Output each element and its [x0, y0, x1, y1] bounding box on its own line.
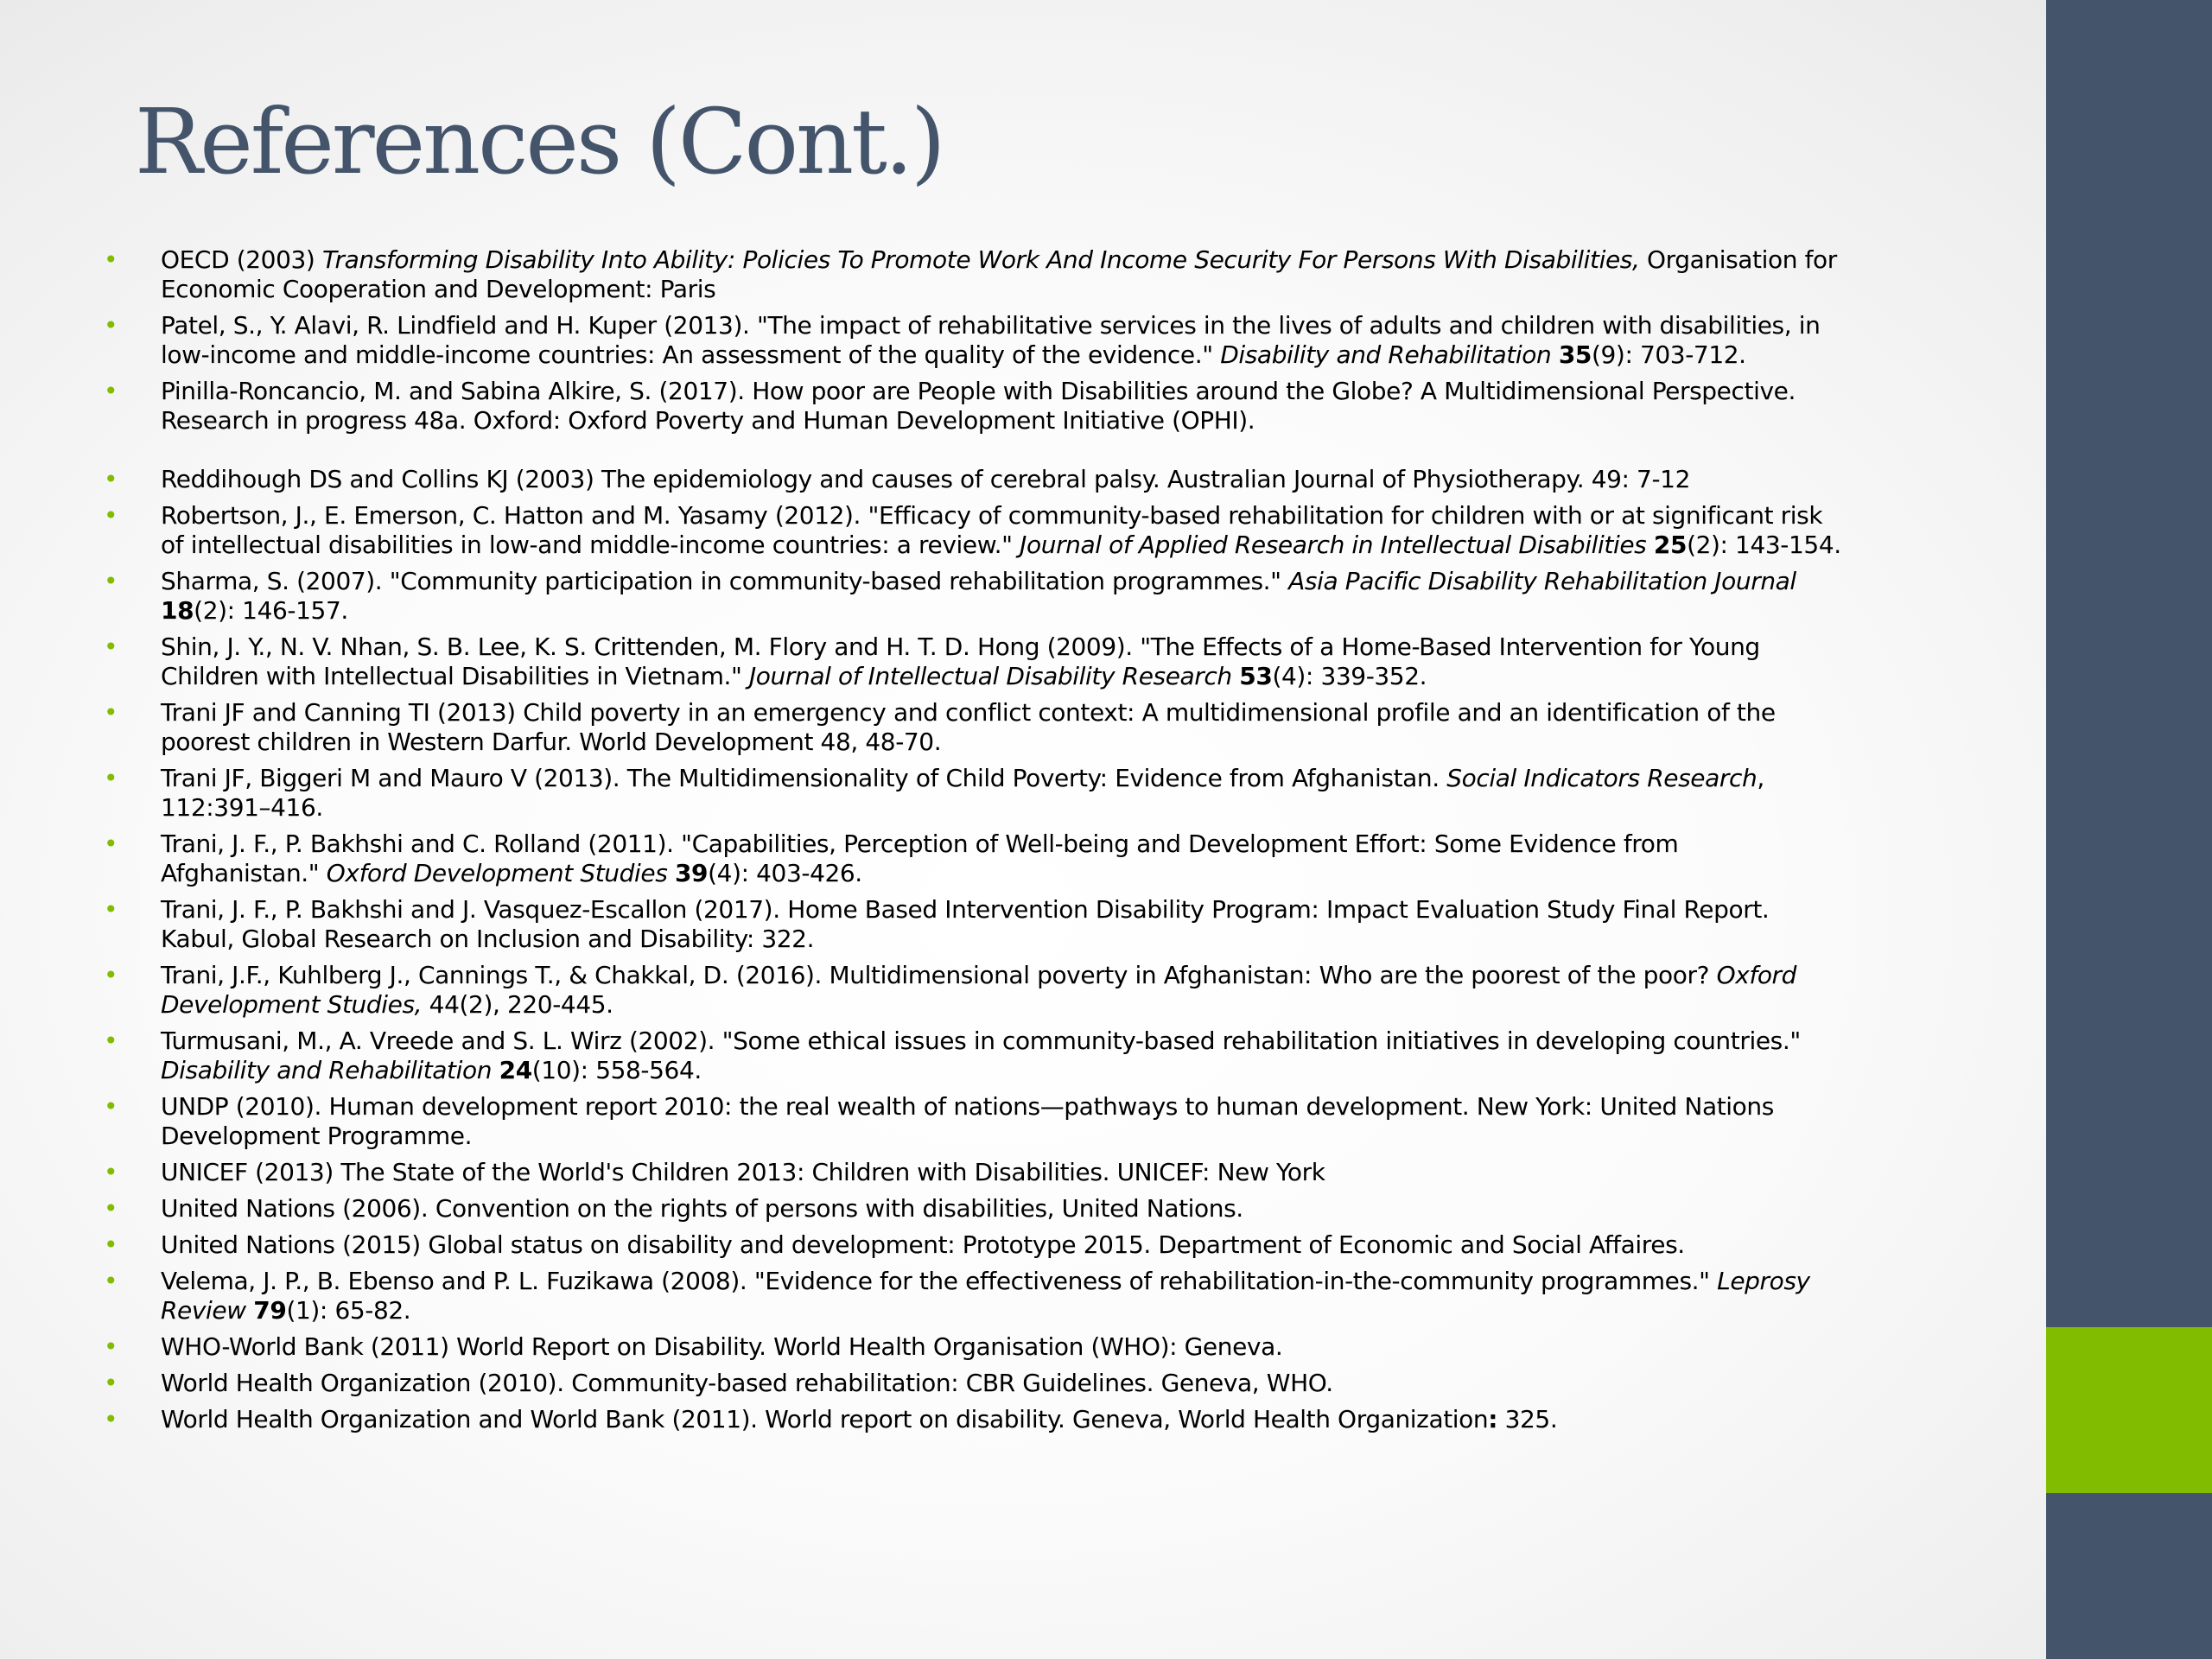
- bullet-dot-icon: •: [103, 1092, 118, 1121]
- reference-item: [102, 377, 1986, 435]
- reference-text: Trani JF, Biggeri M and Mauro V (2013). The Multidimensionality of Child Poverty: Evidence from Afghanistan.: [161, 764, 1447, 792]
- reference-item: [102, 1230, 1986, 1260]
- bullet-dot-icon: •: [103, 567, 118, 595]
- reference-text: [246, 1296, 254, 1325]
- reference-text: Shin, J. Y., N. V. Nhan, S. B. Lee, K. S. Crittenden, M. Flory and H. T. D. Hong (2009). "The Effects of a Home-Based Intervention for Young Children with Intellectual Disabilities in Vietnam.": [161, 632, 1760, 690]
- reference-text: UNICEF (2013) The State of the World's Children 2013: Children with Disabilities. UNICEF: New York: [161, 1158, 1325, 1186]
- bullet-dot-icon: •: [103, 1332, 118, 1361]
- bullet-dot-icon: •: [103, 961, 118, 989]
- bullet-dot-icon: •: [103, 764, 118, 792]
- reference-item: [102, 1027, 1986, 1085]
- reference-volume: 24: [499, 1056, 532, 1084]
- reference-item: [102, 245, 1986, 304]
- reference-text: (1): 65-82.: [286, 1296, 411, 1325]
- reference-text: Turmusani, M., A. Vreede and S. L. Wirz (2002). "Some ethical issues in community-based rehabilitation initiatives in developing countries.": [161, 1027, 1801, 1055]
- reference-item: [102, 1405, 1986, 1434]
- accent-block: [2046, 1327, 2212, 1493]
- reference-text: UNDP (2010). Human development report 2010: the real wealth of nations—pathways to human development. New York: United Nations Development Programme.: [161, 1092, 1774, 1150]
- reference-item: [102, 632, 1986, 691]
- reference-list: [102, 245, 1986, 1441]
- reference-item: [102, 895, 1986, 954]
- reference-item: [102, 311, 1986, 370]
- reference-text: [667, 859, 675, 887]
- bullet-dot-icon: •: [103, 245, 118, 274]
- reference-text: (2): 146-157.: [194, 596, 348, 625]
- reference-text: (4): 339-352.: [1272, 662, 1427, 690]
- reference-text: Robertson, J., E. Emerson, C. Hatton and M. Yasamy (2012). "Efficacy of community-based rehabilitation for children with or at significant risk of intellectual disabilities in low-and middle-income countries: a review.": [161, 501, 1823, 559]
- reference-item: [102, 961, 1986, 1020]
- reference-text: United Nations (2006). Convention on the rights of persons with disabilities, United Nations.: [161, 1194, 1243, 1223]
- reference-text: WHO-World Bank (2011) World Report on Disability. World Health Organisation (WHO): Geneva.: [161, 1332, 1283, 1361]
- reference-source-title: Transforming Disability Into Ability: Policies To Promote Work And Income Security For Persons With Disabilities,: [321, 245, 1640, 274]
- bullet-dot-icon: •: [103, 377, 118, 405]
- bullet-dot-icon: •: [103, 501, 118, 530]
- reference-item: [102, 1369, 1986, 1398]
- reference-text: (9): 703-712.: [1591, 340, 1746, 369]
- reference-source-title: Asia Pacific Disability Rehabilitation Journal: [1288, 567, 1796, 595]
- bullet-dot-icon: •: [103, 1158, 118, 1186]
- reference-text: Trani JF and Canning TI (2013) Child poverty in an emergency and conflict context: A multidimensional profile and an identification of the poorest children in Western Darfur. World Development 48, 48-70.: [161, 698, 1776, 756]
- bullet-dot-icon: •: [103, 830, 118, 858]
- bullet-dot-icon: •: [103, 698, 118, 727]
- slide-title: References (Cont.): [135, 89, 944, 194]
- reference-text: Velema, J. P., B. Ebenso and P. L. Fuzikawa (2008). "Evidence for the effectiveness of rehabilitation-in-the-community programmes.": [161, 1267, 1718, 1295]
- reference-text: (2): 143-154.: [1687, 531, 1841, 559]
- reference-volume: 25: [1653, 531, 1688, 559]
- reference-item: [102, 501, 1986, 560]
- reference-source-title: Disability and Rehabilitation: [1220, 340, 1552, 369]
- bullet-dot-icon: •: [103, 311, 118, 340]
- bullet-dot-icon: •: [103, 1369, 118, 1397]
- reference-source-title: Disability and Rehabilitation: [161, 1056, 493, 1084]
- reference-text: (10): 558-564.: [531, 1056, 702, 1084]
- reference-text: (4): 403-426.: [708, 859, 862, 887]
- bullet-dot-icon: •: [103, 1194, 118, 1223]
- reference-item: [102, 1332, 1986, 1362]
- reference-source-title: Journal of Applied Research in Intellectual Disabilities: [1020, 531, 1647, 559]
- reference-text: , 112:391–416.: [161, 764, 1764, 822]
- reference-item: [102, 830, 1986, 888]
- reference-text: Sharma, S. (2007). "Community participation in community-based rehabilitation programmes.": [161, 567, 1289, 595]
- reference-text: [1551, 340, 1559, 369]
- reference-item: [102, 1158, 1986, 1187]
- reference-text: Patel, S., Y. Alavi, R. Lindfield and H. Kuper (2013). "The impact of rehabilitative services in the lives of adults and children with disabilities, in low-income and middle-income countries: An assessment of the quality of the evidence.": [161, 311, 1821, 369]
- reference-text: Trani, J. F., P. Bakhshi and C. Rolland (2011). "Capabilities, Perception of Well-being and Development Effort: Some Evidence from Afghanistan.": [161, 830, 1679, 887]
- reference-item: [102, 698, 1986, 757]
- reference-volume: 39: [674, 859, 709, 887]
- bullet-dot-icon: •: [103, 1267, 118, 1295]
- reference-source-title: Oxford Development Studies: [326, 859, 668, 887]
- bullet-dot-icon: •: [103, 1230, 118, 1259]
- reference-item: [102, 1194, 1986, 1224]
- reference-volume: 79: [253, 1296, 287, 1325]
- reference-item: [102, 1267, 1986, 1325]
- reference-text: 44(2), 220-445.: [422, 990, 613, 1019]
- reference-text: 325.: [1497, 1405, 1558, 1433]
- bullet-dot-icon: •: [103, 895, 118, 924]
- reference-text: OECD (2003): [161, 245, 322, 274]
- reference-volume: :: [1488, 1405, 1498, 1433]
- bullet-dot-icon: •: [103, 1027, 118, 1055]
- reference-source-title: Leprosy Review: [161, 1267, 1810, 1325]
- bullet-dot-icon: •: [103, 1405, 118, 1433]
- reference-text: United Nations (2015) Global status on disability and development: Prototype 2015. Department of Economic and Social Affaires.: [161, 1230, 1685, 1259]
- reference-item: [102, 1092, 1986, 1151]
- reference-item: [102, 764, 1986, 823]
- bullet-dot-icon: •: [103, 632, 118, 661]
- reference-text: World Health Organization (2010). Community-based rehabilitation: CBR Guidelines. Geneva, WHO.: [161, 1369, 1333, 1397]
- reference-text: Organisation for Economic Cooperation and Development: Paris: [161, 245, 1837, 303]
- reference-text: [1232, 662, 1240, 690]
- reference-text: [492, 1056, 499, 1084]
- reference-text: World Health Organization and World Bank (2011). World report on disability. Geneva, World Health Organization: [161, 1405, 1489, 1433]
- reference-item: [102, 567, 1986, 626]
- reference-text: [1646, 531, 1654, 559]
- reference-volume: 18: [161, 596, 194, 625]
- reference-source-title: Social Indicators Research: [1446, 764, 1758, 792]
- reference-volume: 53: [1239, 662, 1273, 690]
- reference-text: Trani, J.F., Kuhlberg J., Cannings T., & Chakkal, D. (2016). Multidimensional poverty in Afghanistan: Who are the poorest of the poor?: [161, 961, 1717, 989]
- reference-item: [102, 465, 1986, 494]
- reference-text: Reddihough DS and Collins KJ (2003) The epidemiology and causes of cerebral palsy. Australian Journal of Physiotherapy. 49: 7-12: [161, 465, 1691, 493]
- bullet-dot-icon: •: [103, 465, 118, 493]
- reference-text: Pinilla-Roncancio, M. and Sabina Alkire, S. (2017). How poor are People with Disabilities around the Globe? A Multidimensional Perspective. Research in progress 48a. Oxford: Oxford Poverty and Human Development Initiative (OPHI).: [161, 377, 1796, 435]
- reference-text: Trani, J. F., P. Bakhshi and J. Vasquez-Escallon (2017). Home Based Intervention Disability Program: Impact Evaluation Study Final Report. Kabul, Global Research on Inclusion and Disability: 322.: [161, 895, 1770, 953]
- reference-source-title: Oxford Development Studies,: [161, 961, 1797, 1019]
- reference-volume: 35: [1558, 340, 1592, 369]
- reference-source-title: Journal of Intellectual Disability Research: [748, 662, 1232, 690]
